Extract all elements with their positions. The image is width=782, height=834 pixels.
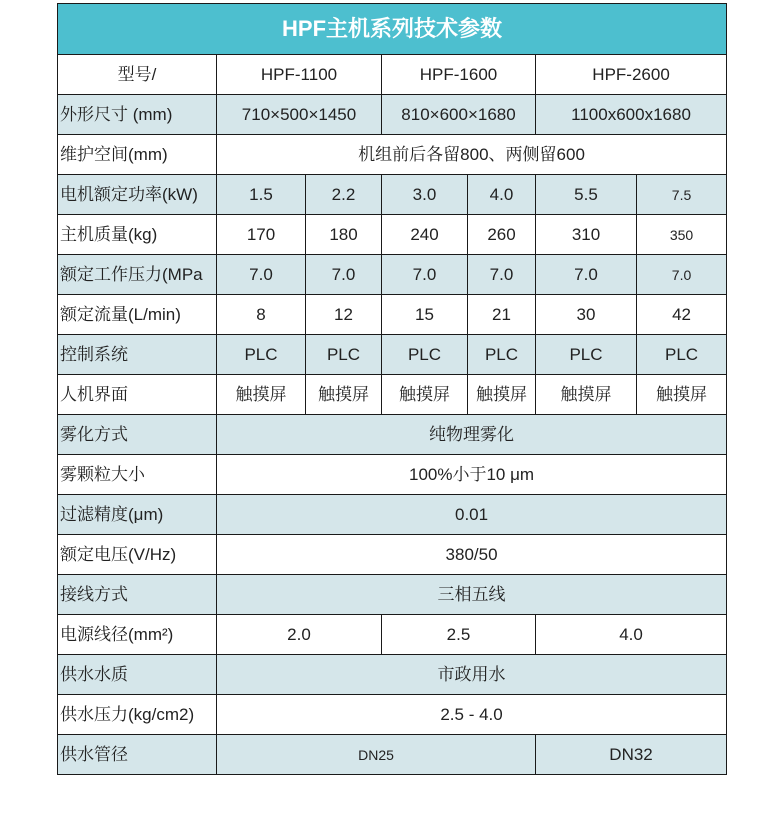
row-atomization: [58, 415, 727, 455]
control-value: PLC: [217, 335, 306, 375]
row-pipe: [58, 735, 727, 775]
pressure-value: 7.0: [306, 255, 382, 295]
hmi-value: 触摸屏: [468, 375, 536, 415]
power-value: 1.5: [217, 175, 306, 215]
control-value: PLC: [536, 335, 637, 375]
pressure-label: 额定工作压力(MPa: [58, 255, 217, 295]
flow-value: 21: [468, 295, 536, 335]
row-power: [58, 175, 727, 215]
mass-value: 180: [306, 215, 382, 255]
row-voltage: [58, 535, 727, 575]
mass-value: 260: [468, 215, 536, 255]
row-particle: [58, 455, 727, 495]
pressure-value: 7.0: [468, 255, 536, 295]
model-hpf-1600: HPF-1600: [382, 55, 536, 95]
atomization-value: 纯物理雾化: [217, 415, 727, 455]
row-mass: [58, 215, 727, 255]
cable-value: 2.5: [382, 615, 536, 655]
wiring-label: 接线方式: [58, 575, 217, 615]
flow-value: 15: [382, 295, 468, 335]
water-quality-label: 供水水质: [58, 655, 217, 695]
voltage-value: 380/50: [217, 535, 727, 575]
water-quality-value: 市政用水: [217, 655, 727, 695]
pressure-value: 7.0: [217, 255, 306, 295]
control-value: PLC: [468, 335, 536, 375]
power-value: 4.0: [468, 175, 536, 215]
particle-label: 雾颗粒大小: [58, 455, 217, 495]
row-control: [58, 335, 727, 375]
mass-value: 310: [536, 215, 637, 255]
row-hmi: [58, 375, 727, 415]
filter-value: 0.01: [217, 495, 727, 535]
dimensions-value: 710×500×1450: [217, 95, 382, 135]
row-water-pressure: [58, 695, 727, 735]
mass-value: 170: [217, 215, 306, 255]
control-value: PLC: [382, 335, 468, 375]
filter-label: 过滤精度(μm): [58, 495, 217, 535]
mass-label: 主机质量(kg): [58, 215, 217, 255]
model-label: 型号/: [58, 55, 217, 95]
mass-value: 350: [637, 215, 727, 255]
pipe-value: DN32: [536, 735, 727, 775]
row-model: [58, 55, 727, 95]
row-maintenance: [58, 135, 727, 175]
dimensions-value: 810×600×1680: [382, 95, 536, 135]
hmi-label: 人机界面: [58, 375, 217, 415]
spec-table: [57, 3, 727, 775]
atomization-label: 雾化方式: [58, 415, 217, 455]
row-filter: [58, 495, 727, 535]
hmi-value: 触摸屏: [306, 375, 382, 415]
model-hpf-1100: HPF-1100: [217, 55, 382, 95]
row-water-quality: [58, 655, 727, 695]
hmi-value: 触摸屏: [637, 375, 727, 415]
water-pressure-value: 2.5 - 4.0: [217, 695, 727, 735]
control-value: PLC: [637, 335, 727, 375]
hmi-value: 触摸屏: [382, 375, 468, 415]
maintenance-value: 机组前后各留800、两侧留600: [217, 135, 727, 175]
flow-label: 额定流量(L/min): [58, 295, 217, 335]
row-flow: [58, 295, 727, 335]
hmi-value: 触摸屏: [217, 375, 306, 415]
cable-value: 2.0: [217, 615, 382, 655]
control-label: 控制系统: [58, 335, 217, 375]
row-cable: [58, 615, 727, 655]
row-dimensions: [58, 95, 727, 135]
flow-value: 42: [637, 295, 727, 335]
power-value: 2.2: [306, 175, 382, 215]
pressure-value: 7.0: [536, 255, 637, 295]
power-value: 5.5: [536, 175, 637, 215]
control-value: PLC: [306, 335, 382, 375]
pipe-value: DN25: [217, 735, 536, 775]
particle-value: 100%小于10 μm: [217, 455, 727, 495]
hmi-value: 触摸屏: [536, 375, 637, 415]
power-value: 7.5: [637, 175, 727, 215]
pressure-value: 7.0: [637, 255, 727, 295]
voltage-label: 额定电压(V/Hz): [58, 535, 217, 575]
flow-value: 30: [536, 295, 637, 335]
model-hpf-2600: HPF-2600: [536, 55, 727, 95]
wiring-value: 三相五线: [217, 575, 727, 615]
mass-value: 240: [382, 215, 468, 255]
table-title: HPF主机系列技术参数: [58, 4, 727, 55]
power-value: 3.0: [382, 175, 468, 215]
pressure-value: 7.0: [382, 255, 468, 295]
maintenance-label: 维护空间(mm): [58, 135, 217, 175]
cable-label: 电源线径(mm²): [58, 615, 217, 655]
flow-value: 12: [306, 295, 382, 335]
pipe-label: 供水管径: [58, 735, 217, 775]
cable-value: 4.0: [536, 615, 727, 655]
dimensions-value: 1100x600x1680: [536, 95, 727, 135]
row-wiring: [58, 575, 727, 615]
power-label: 电机额定功率(kW): [58, 175, 217, 215]
row-pressure: [58, 255, 727, 295]
water-pressure-label: 供水压力(kg/cm2): [58, 695, 217, 735]
flow-value: 8: [217, 295, 306, 335]
dimensions-label: 外形尺寸 (mm): [58, 95, 217, 135]
